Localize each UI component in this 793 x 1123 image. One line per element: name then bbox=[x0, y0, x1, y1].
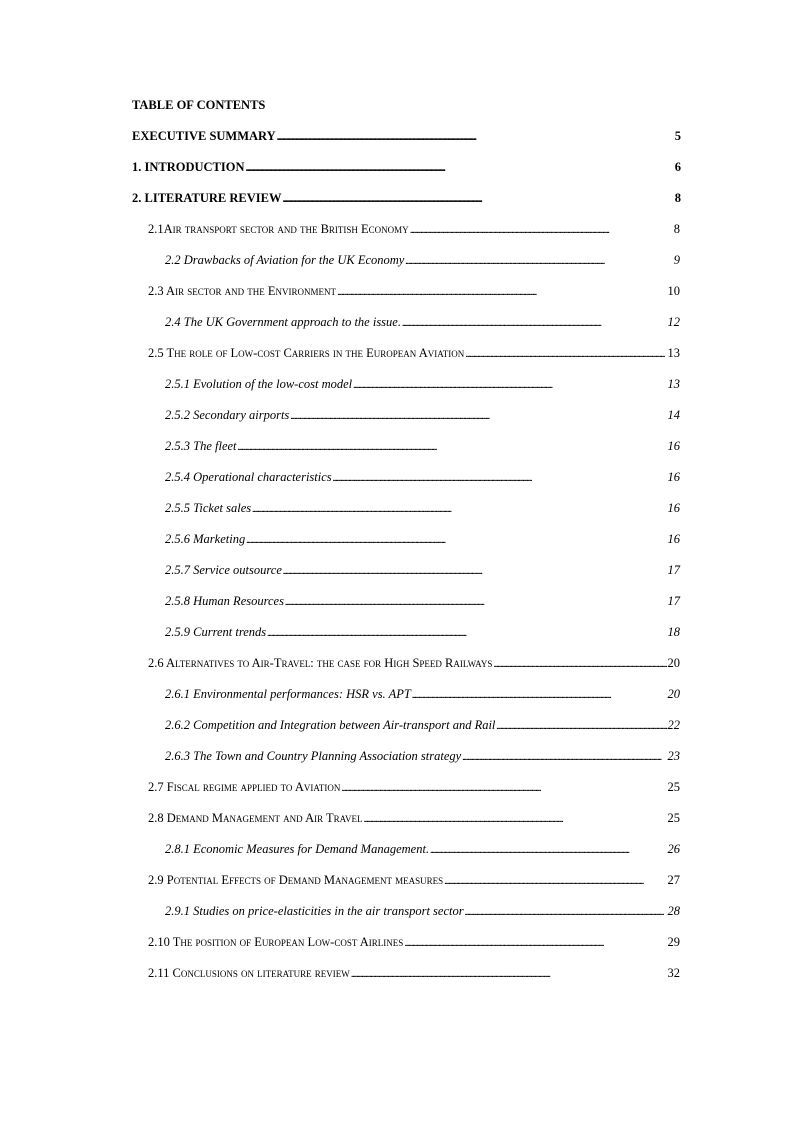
toc-entry-label: 2.7 Fiscal regime applied to Aviation bbox=[148, 780, 341, 794]
dot-leader bbox=[465, 903, 667, 920]
toc-entry-label: 2.5.7 Service outsource bbox=[165, 563, 282, 577]
dot-leader bbox=[267, 624, 666, 641]
toc-entry-label: 1. INTRODUCTION bbox=[132, 160, 245, 174]
toc-entry[interactable] bbox=[165, 500, 680, 516]
dot-leader bbox=[290, 407, 666, 424]
toc-entry[interactable] bbox=[148, 934, 680, 950]
toc-entry-label: 2.2 Drawbacks of Aviation for the UK Economy bbox=[165, 253, 405, 267]
toc-entry-page-number: 22 bbox=[667, 718, 680, 732]
toc-entry-label: 2.9.1 Studies on price-elasticities in the air transport sector bbox=[165, 904, 464, 918]
toc-entry[interactable] bbox=[148, 779, 680, 795]
toc-entry-page-number: 8 bbox=[673, 222, 680, 236]
toc-entry[interactable] bbox=[148, 283, 680, 299]
toc-entry-label: 2.5.2 Secondary airports bbox=[165, 408, 290, 422]
dot-leader bbox=[351, 965, 667, 982]
dot-leader bbox=[493, 655, 666, 672]
toc-entry-page-number: 17 bbox=[667, 594, 680, 608]
toc-entry-label: 2.5.6 Marketing bbox=[165, 532, 246, 546]
toc-entry[interactable] bbox=[165, 252, 680, 268]
dot-leader bbox=[496, 717, 666, 734]
toc-entry-page-number: 5 bbox=[674, 129, 681, 143]
toc-entry[interactable] bbox=[148, 345, 680, 361]
toc-entry[interactable] bbox=[165, 686, 680, 702]
toc-entry-page-number: 26 bbox=[667, 842, 680, 856]
toc-entry[interactable] bbox=[165, 376, 680, 392]
toc-entry-page-number: 12 bbox=[667, 315, 680, 329]
toc-entry-label: 2. LITERATURE REVIEW bbox=[132, 191, 282, 205]
toc-entry-label: 2.5.8 Human Resources bbox=[165, 594, 284, 608]
toc-entry[interactable] bbox=[148, 655, 680, 671]
toc-entry-page-number: 8 bbox=[674, 191, 681, 205]
toc-entry-page-number: 23 bbox=[667, 749, 680, 763]
toc-entry[interactable] bbox=[165, 748, 680, 764]
toc-entry-page-number: 9 bbox=[673, 253, 680, 267]
toc-entry-label: 2.3 Air sector and the Environment bbox=[148, 284, 337, 298]
toc-entry-page-number: 28 bbox=[667, 904, 680, 918]
dot-leader bbox=[285, 593, 667, 610]
toc-entry-label: 2.5 The role of Low-cost Carriers in the European Aviation bbox=[148, 346, 465, 360]
dot-leader bbox=[282, 190, 673, 207]
dot-leader bbox=[404, 934, 666, 951]
toc-entry-page-number: 27 bbox=[667, 873, 680, 887]
dot-leader bbox=[410, 221, 673, 238]
dot-leader bbox=[277, 128, 674, 145]
toc-entry-label: 2.5.3 The fleet bbox=[165, 439, 237, 453]
dot-leader bbox=[405, 252, 672, 269]
toc-entry-page-number: 16 bbox=[667, 439, 680, 453]
toc-entry[interactable] bbox=[132, 159, 681, 175]
dot-leader bbox=[444, 872, 666, 889]
toc-entry-page-number: 25 bbox=[667, 811, 680, 825]
dot-leader bbox=[283, 562, 667, 579]
toc-entry-page-number: 16 bbox=[667, 470, 680, 484]
toc-entry-label: 2.5.4 Operational characteristics bbox=[165, 470, 332, 484]
toc-entry[interactable] bbox=[165, 531, 680, 547]
toc-entry-label: 2.5.1 Evolution of the low-cost model bbox=[165, 377, 353, 391]
toc-entry-page-number: 29 bbox=[667, 935, 680, 949]
toc-entry-page-number: 16 bbox=[667, 501, 680, 515]
toc-entry[interactable] bbox=[148, 221, 680, 237]
toc-entry-page-number: 13 bbox=[667, 377, 680, 391]
toc-entry[interactable] bbox=[148, 810, 680, 826]
toc-entry[interactable] bbox=[165, 717, 680, 733]
toc-entry-label: 2.5.5 Ticket sales bbox=[165, 501, 252, 515]
toc-entry[interactable] bbox=[165, 314, 680, 330]
dot-leader bbox=[412, 686, 667, 703]
toc-entry-page-number: 13 bbox=[667, 346, 680, 360]
toc-entry[interactable] bbox=[148, 872, 680, 888]
toc-entry[interactable] bbox=[132, 190, 681, 206]
toc-entry-label: 2.9 Potential Effects of Demand Management measures bbox=[148, 873, 444, 887]
toc-entry-label: 2.11 Conclusions on literature review bbox=[148, 966, 350, 980]
dot-leader bbox=[430, 841, 666, 858]
toc-entry-page-number: 10 bbox=[667, 284, 680, 298]
toc-entry-label: 2.6.3 The Town and Country Planning Association strategy bbox=[165, 749, 462, 763]
toc-entry[interactable] bbox=[165, 593, 680, 609]
toc-entry-label: 2.8 Demand Management and Air Travel bbox=[148, 811, 363, 825]
toc-entry-page-number: 20 bbox=[667, 656, 680, 670]
toc-entry-label: 2.4 The UK Government approach to the issue. bbox=[165, 315, 401, 329]
toc-entry[interactable] bbox=[165, 841, 680, 857]
toc-entry-page-number: 6 bbox=[674, 160, 681, 174]
toc-entry-label: 2.8.1 Economic Measures for Demand Management. bbox=[165, 842, 430, 856]
dot-leader bbox=[246, 531, 666, 548]
toc-entry-page-number: 18 bbox=[667, 625, 680, 639]
dot-leader bbox=[402, 314, 667, 331]
dot-leader bbox=[238, 438, 667, 455]
toc-entry-label: 2.5.9 Current trends bbox=[165, 625, 267, 639]
toc-entry[interactable] bbox=[165, 469, 680, 485]
dot-leader bbox=[363, 810, 666, 827]
toc-entry-label: EXECUTIVE SUMMARY bbox=[132, 129, 276, 143]
toc-entry[interactable] bbox=[132, 128, 681, 144]
dot-leader bbox=[246, 159, 674, 176]
toc-entry-page-number: 17 bbox=[667, 563, 680, 577]
toc-entry-page-number: 20 bbox=[667, 687, 680, 701]
toc-entry[interactable] bbox=[165, 407, 680, 423]
dot-leader bbox=[337, 283, 666, 300]
dot-leader bbox=[462, 748, 666, 765]
dot-leader bbox=[252, 500, 666, 517]
dot-leader bbox=[341, 779, 666, 796]
toc-entry-page-number: 32 bbox=[667, 966, 680, 980]
toc-title: TABLE OF CONTENTS bbox=[132, 98, 266, 112]
dot-leader bbox=[333, 469, 667, 486]
toc-entry-label: 2.6 Alternatives to Air-Travel: the case for High Speed Railways bbox=[148, 656, 493, 670]
toc-entry-page-number: 14 bbox=[667, 408, 680, 422]
toc-entry-label: 2.1Air transport sector and the British Economy bbox=[148, 222, 409, 236]
dot-leader bbox=[465, 345, 666, 362]
toc-entry-label: 2.6.2 Competition and Integration between Air-transport and Rail bbox=[165, 718, 496, 732]
toc-entry[interactable] bbox=[165, 562, 680, 578]
toc-entry[interactable] bbox=[165, 438, 680, 454]
toc-entry[interactable] bbox=[165, 624, 680, 640]
dot-leader bbox=[353, 376, 666, 393]
toc-entry-label: 2.6.1 Environmental performances: HSR vs. APT bbox=[165, 687, 411, 701]
toc-entry-page-number: 16 bbox=[667, 532, 680, 546]
toc-entry-page-number: 25 bbox=[667, 780, 680, 794]
toc-entry[interactable] bbox=[148, 965, 680, 981]
toc-entry-label: 2.10 The position of European Low-cost Airlines bbox=[148, 935, 404, 949]
toc-entry[interactable] bbox=[165, 903, 680, 919]
